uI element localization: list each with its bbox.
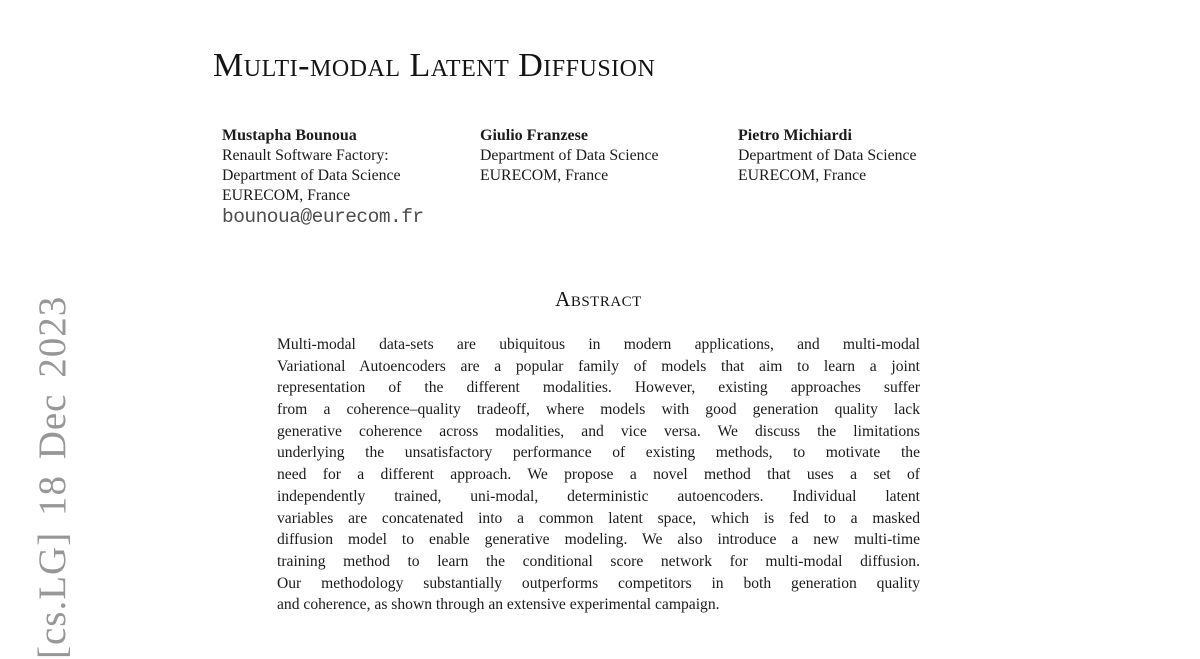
abstract-line: and coherence, as shown through an extensive experimental campaign.	[277, 596, 720, 614]
abstract-text	[277, 334, 920, 616]
abstract-line: independently trained, uni-modal, deterministic autoencoders. Individual latent	[277, 487, 920, 505]
author-affiliation-line: Department of Data Science	[222, 167, 401, 184]
arxiv-watermark: [cs.LG] 18 Dec 2023	[31, 295, 74, 659]
paper-title: Multi-modal Latent Diffusion	[213, 47, 656, 84]
abstract-line: from a coherence–quality tradeoff, where models with good generation quality lack	[277, 401, 920, 419]
abstract-line: training method to learn the conditional score network for multi-modal diffusion.	[277, 552, 920, 570]
author-affiliation-line: EURECOM, France	[222, 187, 351, 204]
abstract-line: variables are concatenated into a common latent space, which is fed to a masked	[277, 509, 920, 527]
abstract-line: Multi-modal data-sets are ubiquitous in modern applications, and multi-modal	[277, 336, 920, 353]
author-affiliation-line: EURECOM, France	[738, 167, 867, 184]
abstract-line: diffusion model to enable generative modeling. We also introduce a new multi-time	[277, 531, 920, 549]
author-name: Giulio Franzese	[480, 127, 588, 144]
abstract-line: representation of the different modalities. However, existing approaches suffer	[277, 379, 920, 397]
author-block-2	[480, 126, 730, 186]
author-affiliation-line: EURECOM, France	[480, 167, 609, 184]
abstract-line: need for a different approach. We propose a novel method that uses a set of	[277, 466, 920, 484]
author-affiliation-line: Department of Data Science	[738, 147, 917, 164]
abstract-line: Our methodology substantially outperforms competitors in both generation quality	[277, 574, 920, 592]
author-block-1	[222, 126, 472, 228]
author-name: Pietro Michiardi	[738, 127, 852, 144]
author-name: Mustapha Bounoua	[222, 127, 357, 144]
abstract-heading: Abstract	[555, 287, 642, 311]
abstract-line: Variational Autoencoders are a popular family of models that aim to learn a joint	[277, 357, 920, 375]
author-affiliation-line: Department of Data Science	[480, 147, 659, 164]
abstract-line: underlying the unsatisfactory performance of existing methods, to motivate the	[277, 444, 920, 462]
author-affiliation-line: Renault Software Factory:	[222, 147, 389, 164]
author-email: bounoua@eurecom.fr	[222, 206, 424, 228]
abstract-line: generative coherence across modalities, and vice versa. We discuss the limitations	[277, 422, 920, 440]
author-block-3	[738, 126, 988, 186]
